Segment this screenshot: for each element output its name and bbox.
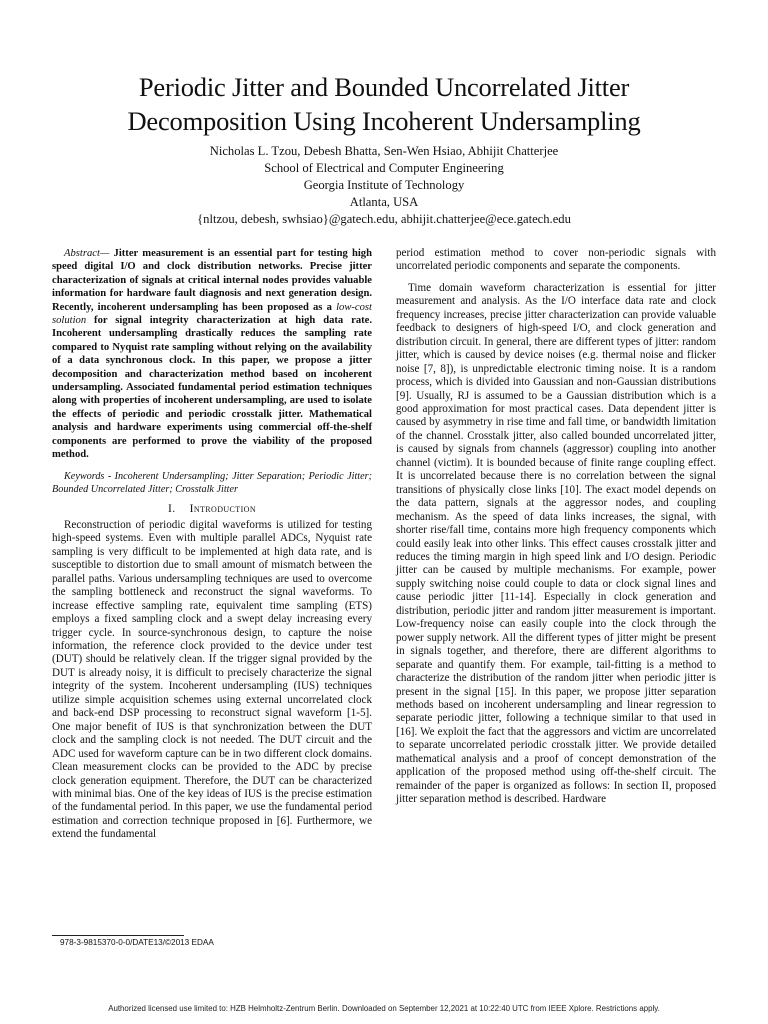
paper-title [60, 70, 708, 138]
author-list: Nicholas L. Tzou, Debesh Bhatta, Sen-Wen Hsiao, Abhijit Chatterjee [209, 144, 559, 158]
section-title: Introduction [189, 501, 256, 515]
abstract-body-1: Jitter measurement is an essential part for testing high speed digital I/O and clock distribution networks. Precise jitter characterization of signals at critical internal nodes provides valuable information for hardware fault diagnosis and next generation design. Recently, incoherent undersampling has been proposed as a [52, 248, 372, 313]
section-number: I. [168, 501, 176, 515]
keywords: Keywords - Incoherent Undersampling; Jitter Separation; Periodic Jitter; Bounded Uncorrelated Jitter; Crosstalk Jitter [52, 470, 372, 495]
abstract-lead: Abstract— [64, 248, 110, 259]
section-heading-introduction [52, 502, 372, 515]
author-emails: {nltzou, debesh, swhsiao}@gatech.edu, abhijit.chatterjee@ece.gatech.edu [197, 212, 571, 226]
abstract-emphasis: low-cost solution [52, 301, 372, 327]
abstract-body-2: for signal integrity characterization at high data rate. Incoherent undersampling drastically reduces the sampling rate compared to Nyquist rate sampling without relying on the availability of a data synchronous clock. In this paper, we propose a jitter decomposition and characterization method based on incoherent undersampling. Associated fundamental period estimation techniques along with properties of incoherent undersampling, are used to isolate the effects of periodic and periodic crosstalk jitter. Mathematical analysis and hardware experiments using commercial off-the-shelf components are performed to prove the viability of the proposed method. [52, 315, 372, 461]
left-column [52, 247, 372, 842]
license-notice: Authorized licensed use limited to: HZB Helmholtz-Zentrum Berlin. Downloaded on September 12,2021 at 10:22:40 UTC from IEEE Xplore. Restrictions apply. [108, 1004, 660, 1013]
affiliation-location: Atlanta, USA [349, 195, 419, 209]
introduction-paragraph: Reconstruction of periodic digital waveforms is utilized for testing high-speed systems. Even with multiple parallel ADCs, Nyquist rate sampling is very difficult to be implemented at high data rate, and is susceptible to distortion due to small amount of mismatch between the parallel paths. Various undersampling techniques are used to overcome the sampling bottleneck and reconstruct the signal waveforms. To increase effective sampling rate, equivalent time sampling (ETS) employs a fixed sampling clock and a swept delay increasing every trigger cycle. In source-synchronous design, to capture the noise information, the reference clock provided to the device under test (DUT) should be relatively clean. If the trigger signal provided by the DUT is already noisy, it is difficult to precisely characterize the signal integrity of the system. Incoherent undersampling (IUS) techniques utilize simple acquisition schemes using external uncorrelated clock and back-end DSP processing to reconstruct signal waveform [1-5]. One major benefit of IUS is that synchronization between the DUT clock and the sampling clock is not needed. The DUT circuit and the ADC used for waveform capture can be in two different clock domains. Clean measurement clocks can be provided to the ADC by precise clock generation equipment. Therefore, the DUT can be characterized with minimal bias. One of the key ideas of IUS is the precise estimation of the fundamental period. In this paper, we use the fundamental period estimation and correction technique proposed in [6]. Furthermore, we extend the fundamental [52, 518, 372, 841]
title-line-2: Decomposition Using Incoherent Undersampling [127, 106, 641, 136]
affiliation-institution: Georgia Institute of Technology [303, 178, 465, 192]
copyright-footnote: 978-3-9815370-0-0/DATE13/©2013 EDAA [60, 938, 214, 947]
footnote-rule [52, 935, 184, 936]
title-block [60, 70, 708, 228]
title-line-1: Periodic Jitter and Bounded Uncorrelated Jitter [138, 72, 630, 102]
affiliation-school: School of Electrical and Computer Engineering [264, 161, 504, 175]
continuation-paragraph: period estimation method to cover non-periodic signals with uncorrelated periodic components and separate the components. [396, 247, 716, 273]
jitter-paragraph: Time domain waveform characterization is essential for jitter measurement and analysis. As the I/O interface data rate and clock frequency increases, precise jitter characterization can provide valuable feedback to designers of high-speed I/O, and clock generation and distribution circuit. In general, there are different types of jitter: random jitter, which is caused by device noises (e.g. thermal noise and flicker noise [7, 8]), is unpredictable electronic timing noise. It is a random process, which is divided into Gaussian and non-Gaussian distributions [9]. Usually, RJ is assumed to be a Gaussian distribution which is a good approximation for most practical cases. Data dependent jitter is caused by asymmetry in rise time and fall time, or bandwidth limitation of the channel. Crosstalk jitter, also called bounded uncorrelated jitter, is caused by signals from channels (aggressor) coupling into another channel (victim). It is bounded because of finite range coupling effect. It is uncorrelated because there is no correlation between the signal transitions of physically close links [10]. The exact model depends on the data pattern, signals at the aggressor nodes, and coupling mechanism. As the speed of data links increases, the signal, with shorter rise/fall time, contains more high frequency components which could easily leak into other links. This effect causes crosstalk jitter and reduces the timing margin in high speed link and I/O design. Periodic jitter can be caused by multiple mechanisms. For example, power supply switching noise could couple to data or clock signal lines and cause periodic jitter [11-14]. Especially in clock generation and distribution, periodic jitter and random jitter measurement is important. Low-frequency noise can easily couple into the clock through the power supply network. All the different types of jitter might be present in signals together, and therefore, there are different algorithms to separate and quantify them. For example, tail-fitting is a method to characterize the distribution of the random jitter when periodic jitter is present in the signal [15]. In this paper, we propose jitter separation methods based on incoherent undersampling and linear regression to separate periodic jitter, following a technique similar to that used in [16]. We exploit the fact that the aggressors and victim are uncorrelated to separate uncorrelated periodic crosstalk jitter. We provide detailed mathematical analysis and a proof of concept demonstration of the application of the proposed method using off-the-shelf circuit. The remainder of the paper is organized as follows: In section II, proposed jitter separation method is described. Hardware [396, 281, 716, 806]
abstract [52, 247, 372, 462]
right-column [396, 247, 716, 807]
